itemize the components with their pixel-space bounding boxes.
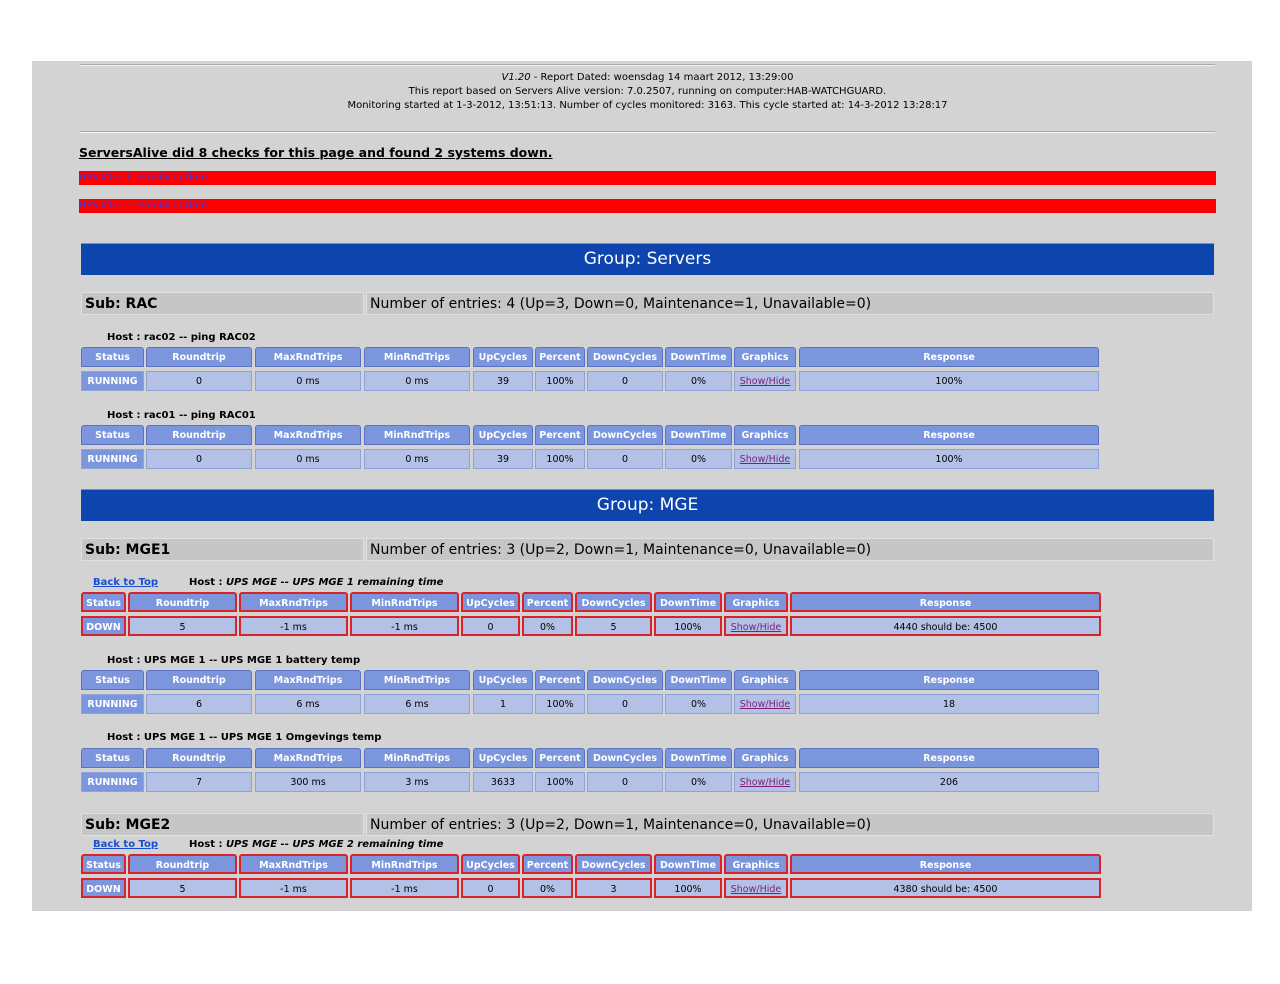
column-header-downcycles: DownCycles [587, 670, 663, 690]
divider [80, 64, 1215, 66]
column-header-roundtrip: Roundtrip [128, 592, 237, 612]
column-header-maxrndtrips: MaxRndTrips [239, 854, 348, 874]
column-header-roundtrip: Roundtrip [146, 748, 252, 768]
group-header: Group: MGE [81, 489, 1214, 521]
column-header-upcycles: UpCycles [473, 748, 533, 768]
show-hide-link[interactable]: Show/Hide [739, 777, 791, 788]
cell-response: 4380 should be: 4500 [790, 878, 1101, 898]
cell-maxrndtrips: 6 ms [255, 694, 361, 714]
cell-upcycles: 3633 [473, 772, 533, 792]
cell-percent: 0% [522, 878, 573, 898]
back-to-top-link[interactable]: Back to Top [93, 839, 159, 850]
cell-upcycles: 0 [461, 616, 520, 636]
cell-downtime: 0% [665, 694, 732, 714]
cell-downcycles: 0 [587, 371, 663, 391]
cell-maxrndtrips: -1 ms [239, 616, 348, 636]
column-header-percent: Percent [535, 748, 585, 768]
cell-percent: 100% [535, 694, 585, 714]
cell-response: 100% [799, 449, 1099, 469]
cell-roundtrip: 5 [128, 616, 237, 636]
column-header-downcycles: DownCycles [575, 592, 652, 612]
host-label-text: Host : [189, 839, 226, 850]
column-header-percent: Percent [522, 592, 573, 612]
cell-response: 100% [799, 371, 1099, 391]
column-header-roundtrip: Roundtrip [146, 425, 252, 445]
cell-maxrndtrips: 300 ms [255, 772, 361, 792]
status-badge: RUNNING [81, 772, 144, 792]
host-label [189, 577, 443, 588]
column-header-minrndtrips: MinRndTrips [364, 347, 470, 367]
cell-minrndtrips: 3 ms [364, 772, 470, 792]
cell-maxrndtrips: 0 ms [255, 371, 361, 391]
column-header-maxrndtrips: MaxRndTrips [255, 347, 361, 367]
column-header-downtime: DownTime [665, 347, 732, 367]
sub-info: Number of entries: 3 (Up=2, Down=1, Maintenance=0, Unavailable=0) [366, 813, 1214, 836]
report-line-2: This report based on Servers Alive version: 7.0.2507, running on computer:HAB-WATCHGUARD. [408, 86, 887, 97]
column-header-downcycles: DownCycles [587, 748, 663, 768]
column-header-upcycles: UpCycles [461, 592, 520, 612]
cell-graphics [724, 878, 788, 898]
cell-upcycles: 0 [461, 878, 520, 898]
column-header-graphics: Graphics [734, 748, 796, 768]
show-hide-link[interactable]: Show/Hide [730, 622, 782, 633]
cell-upcycles: 39 [473, 371, 533, 391]
show-hide-link[interactable]: Show/Hide [739, 376, 791, 387]
back-to-top-link[interactable]: Back to Top [93, 577, 159, 588]
status-badge: RUNNING [81, 694, 144, 714]
column-header-minrndtrips: MinRndTrips [364, 425, 470, 445]
column-header-downcycles: DownCycles [587, 347, 663, 367]
show-hide-link[interactable]: Show/Hide [739, 699, 791, 710]
cell-minrndtrips: 0 ms [364, 449, 470, 469]
down-alert-bar [79, 199, 1216, 213]
cell-downcycles: 5 [575, 616, 652, 636]
cell-minrndtrips: -1 ms [350, 616, 459, 636]
cell-downcycles: 0 [587, 772, 663, 792]
column-header-graphics: Graphics [724, 854, 788, 874]
report-date: - Report Dated: woensdag 14 maart 2012, 13:29:00 [530, 72, 794, 83]
cell-downcycles: 0 [587, 449, 663, 469]
cell-roundtrip: 0 [146, 449, 252, 469]
cell-roundtrip: 0 [146, 371, 252, 391]
column-header-downtime: DownTime [654, 854, 722, 874]
cell-maxrndtrips: 0 ms [255, 449, 361, 469]
column-header-downtime: DownTime [665, 425, 732, 445]
report-page [32, 61, 1252, 911]
column-header-minrndtrips: MinRndTrips [350, 592, 459, 612]
column-header-minrndtrips: MinRndTrips [364, 670, 470, 690]
cell-downtime: 100% [654, 878, 722, 898]
show-hide-link[interactable]: Show/Hide [739, 454, 791, 465]
cell-upcycles: 1 [473, 694, 533, 714]
report-version: V1.20 [501, 72, 531, 83]
column-header-percent: Percent [535, 670, 585, 690]
sub-name: Sub: MGE1 [81, 538, 364, 561]
column-header-percent: Percent [535, 347, 585, 367]
host-label [107, 732, 381, 743]
cell-downcycles: 3 [575, 878, 652, 898]
cell-percent: 100% [535, 449, 585, 469]
host-label-italic: UPS MGE -- UPS MGE 1 remaining time [225, 577, 444, 588]
column-header-maxrndtrips: MaxRndTrips [255, 670, 361, 690]
summary-text: ServersAlive did 8 checks for this page and found 2 systems down. [79, 145, 553, 160]
column-header-graphics: Graphics [724, 592, 788, 612]
cell-graphics [734, 772, 796, 792]
sub-info: Number of entries: 4 (Up=3, Down=0, Maintenance=1, Unavailable=0) [366, 292, 1214, 315]
down-alert-bar [79, 171, 1216, 185]
host-label-text: Host : rac01 -- ping RAC01 [107, 410, 256, 421]
column-header-graphics: Graphics [734, 425, 796, 445]
cell-graphics [734, 449, 796, 469]
column-header-minrndtrips: MinRndTrips [364, 748, 470, 768]
status-badge: RUNNING [81, 449, 144, 469]
column-header-upcycles: UpCycles [473, 347, 533, 367]
host-label-text: Host : [189, 577, 226, 588]
sub-name: Sub: MGE2 [81, 813, 364, 836]
host-label [107, 332, 256, 343]
cell-response: 4440 should be: 4500 [790, 616, 1101, 636]
column-header-response: Response [799, 748, 1099, 768]
cell-percent: 100% [535, 772, 585, 792]
column-header-response: Response [799, 425, 1099, 445]
cell-minrndtrips: -1 ms [350, 878, 459, 898]
cell-downtime: 100% [654, 616, 722, 636]
host-label-text: Host : rac02 -- ping RAC02 [107, 332, 256, 343]
report-header [80, 71, 1215, 113]
down-link[interactable]: UPS MGE 2 remaining time [79, 200, 207, 211]
column-header-response: Response [790, 854, 1101, 874]
cell-downtime: 0% [665, 371, 732, 391]
host-label-italic: UPS MGE -- UPS MGE 2 remaining time [225, 839, 444, 850]
column-header-roundtrip: Roundtrip [128, 854, 237, 874]
cell-maxrndtrips: -1 ms [239, 878, 348, 898]
column-header-minrndtrips: MinRndTrips [350, 854, 459, 874]
column-header-maxrndtrips: MaxRndTrips [255, 748, 361, 768]
divider [80, 131, 1215, 133]
report-line-3: Monitoring started at 1-3-2012, 13:51:13. Number of cycles monitored: 3163. This cycle started at: 14-3-2012 13:28:17 [347, 100, 948, 111]
column-header-downtime: DownTime [654, 592, 722, 612]
cell-roundtrip: 6 [146, 694, 252, 714]
cell-response: 206 [799, 772, 1099, 792]
column-header-status: Status [81, 592, 126, 612]
column-header-status: Status [81, 670, 144, 690]
column-header-upcycles: UpCycles [461, 854, 520, 874]
column-header-downtime: DownTime [665, 670, 732, 690]
column-header-graphics: Graphics [734, 347, 796, 367]
cell-downtime: 0% [665, 449, 732, 469]
status-badge: DOWN [81, 878, 126, 898]
column-header-percent: Percent [535, 425, 585, 445]
cell-percent: 100% [535, 371, 585, 391]
down-link[interactable]: UPS MGE 1 remaining time [79, 172, 207, 183]
column-header-percent: Percent [522, 854, 573, 874]
group-header: Group: Servers [81, 243, 1214, 275]
cell-roundtrip: 7 [146, 772, 252, 792]
column-header-status: Status [81, 854, 126, 874]
column-header-response: Response [799, 347, 1099, 367]
report-line-1 [80, 71, 1215, 85]
host-label [189, 839, 443, 850]
column-header-maxrndtrips: MaxRndTrips [255, 425, 361, 445]
column-header-response: Response [790, 592, 1101, 612]
column-header-upcycles: UpCycles [473, 670, 533, 690]
cell-percent: 0% [522, 616, 573, 636]
column-header-upcycles: UpCycles [473, 425, 533, 445]
cell-graphics [734, 694, 796, 714]
cell-minrndtrips: 6 ms [364, 694, 470, 714]
host-label-text: Host : UPS MGE 1 -- UPS MGE 1 Omgevings temp [107, 732, 382, 743]
column-header-response: Response [799, 670, 1099, 690]
column-header-status: Status [81, 347, 144, 367]
column-header-downcycles: DownCycles [575, 854, 652, 874]
cell-upcycles: 39 [473, 449, 533, 469]
host-label [107, 655, 360, 666]
host-label-text: Host : UPS MGE 1 -- UPS MGE 1 battery temp [107, 655, 361, 666]
column-header-maxrndtrips: MaxRndTrips [239, 592, 348, 612]
cell-graphics [724, 616, 788, 636]
column-header-roundtrip: Roundtrip [146, 670, 252, 690]
column-header-roundtrip: Roundtrip [146, 347, 252, 367]
cell-minrndtrips: 0 ms [364, 371, 470, 391]
status-badge: DOWN [81, 616, 126, 636]
column-header-downcycles: DownCycles [587, 425, 663, 445]
cell-downcycles: 0 [587, 694, 663, 714]
cell-response: 18 [799, 694, 1099, 714]
sub-info: Number of entries: 3 (Up=2, Down=1, Maintenance=0, Unavailable=0) [366, 538, 1214, 561]
show-hide-link[interactable]: Show/Hide [730, 884, 782, 895]
status-badge: RUNNING [81, 371, 144, 391]
column-header-graphics: Graphics [734, 670, 796, 690]
column-header-status: Status [81, 748, 144, 768]
column-header-downtime: DownTime [665, 748, 732, 768]
host-label [107, 410, 256, 421]
column-header-status: Status [81, 425, 144, 445]
cell-graphics [734, 371, 796, 391]
cell-roundtrip: 5 [128, 878, 237, 898]
cell-downtime: 0% [665, 772, 732, 792]
sub-name: Sub: RAC [81, 292, 364, 315]
